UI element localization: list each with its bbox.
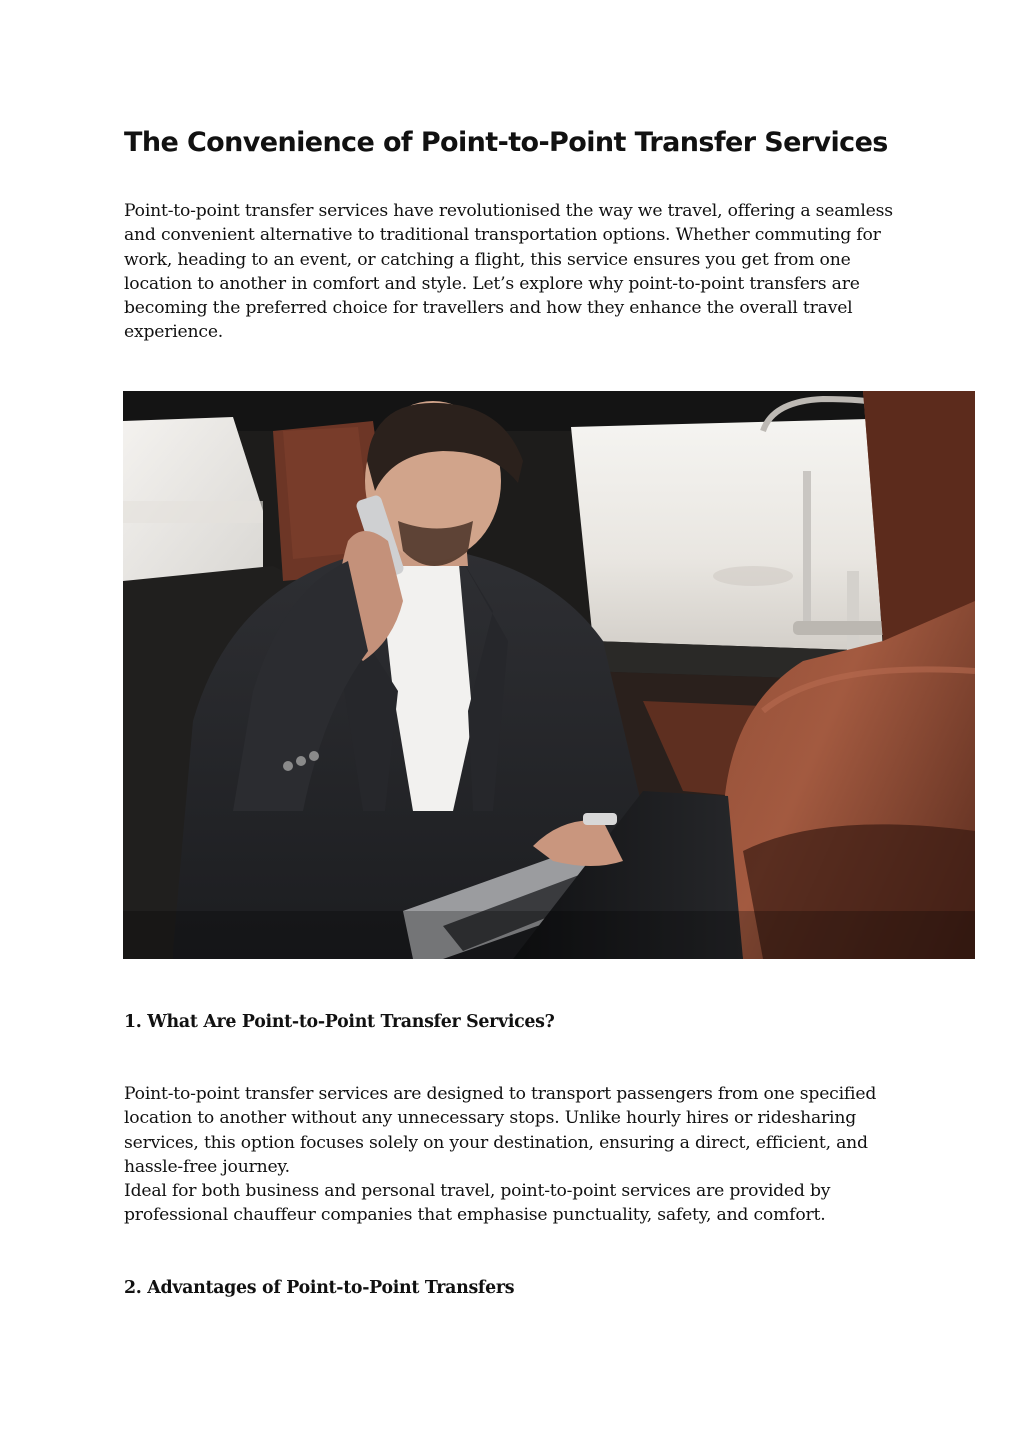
section-1-paragraph-2: Ideal for both business and personal travel, point-to-point services are provided by professional chauffeur companies that emphasise punctuality, safety, and comfort. — [124, 1181, 831, 1226]
page-title: The Convenience of Point-to-Point Transfer Services — [124, 127, 888, 158]
section-2-heading: 2. Advantages of Point-to-Point Transfers — [124, 1278, 515, 1298]
businessman-in-car-photo — [123, 391, 975, 959]
section-1-heading: 1. What Are Point-to-Point Transfer Services? — [124, 1012, 555, 1032]
section-1-paragraph-1: Point-to-point transfer services are designed to transport passengers from one specified location to another without any unnecessary stops. Unlike hourly hires or ridesharing services, this option focuses solely on your destination, ensuring a direct, efficient, and hassle-free journey. — [124, 1084, 877, 1177]
intro-paragraph: Point-to-point transfer services have revolutionised the way we travel, offering a seamless and convenient alternative to traditional transportation options. Whether commuting for work, heading to an event, or catching a flight, this service ensures you get from one location to another in comfort and style. Let’s explore why point-to-point transfers are becoming the preferred choice for travellers and how they enhance the overall travel experience. — [124, 201, 893, 343]
